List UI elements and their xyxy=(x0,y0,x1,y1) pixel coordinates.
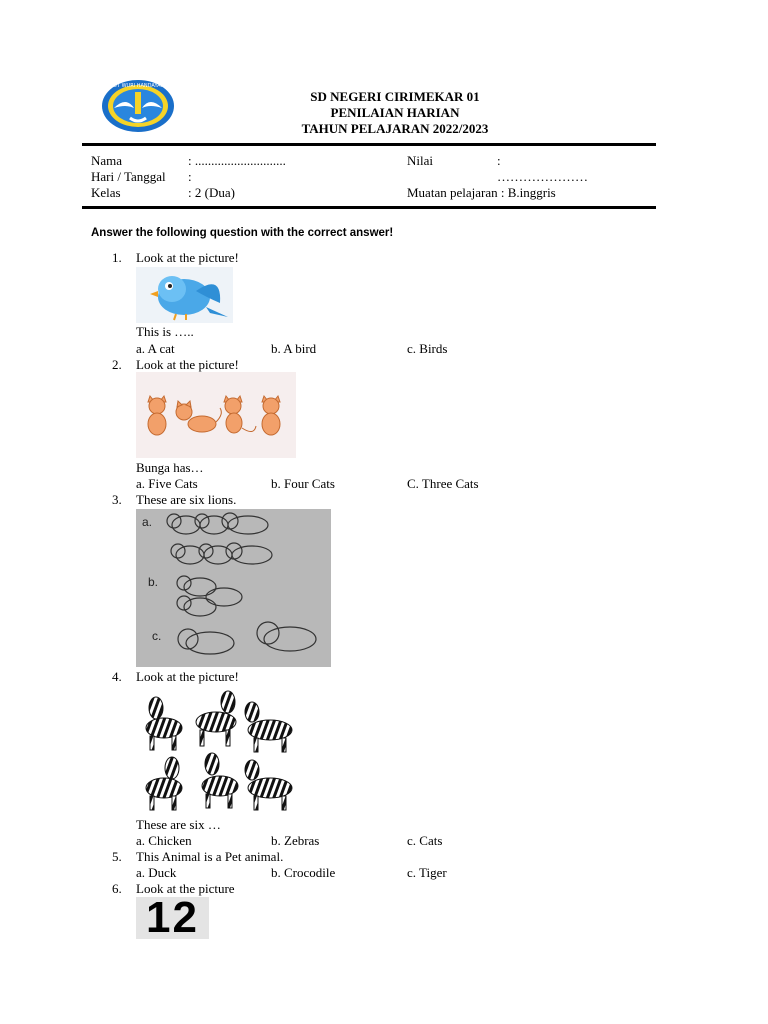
nama-label: Nama xyxy=(91,153,123,168)
instruction: Answer the following question with the correct answer! xyxy=(91,227,394,239)
cats-picture xyxy=(136,372,296,458)
nilai-value: : xyxy=(497,153,501,168)
question-1-sub: This is ….. xyxy=(136,324,194,339)
question-3-number: 3. xyxy=(112,492,122,507)
question-5-number: 5. xyxy=(112,849,122,864)
question-5-text: This Animal is a Pet animal. xyxy=(136,849,284,864)
school-year: TAHUN PELAJARAN 2022/2023 xyxy=(301,121,489,136)
muatan-pelajaran: Muatan pelajaran : B.inggris xyxy=(407,185,556,200)
question-1-number: 1. xyxy=(112,250,122,265)
hari-label: Hari / Tanggal xyxy=(91,169,166,184)
question-4-text: Look at the picture! xyxy=(136,669,239,684)
question-1-option-a[interactable]: a. A cat xyxy=(136,341,175,356)
nilai-label: Nilai xyxy=(407,153,433,168)
kelas-value: : 2 (Dua) xyxy=(188,185,235,200)
school-logo xyxy=(100,78,176,134)
exam-title: PENILAIAN HARIAN xyxy=(330,105,460,120)
question-2-option-c[interactable]: C. Three Cats xyxy=(407,476,479,491)
zebras-picture xyxy=(136,688,308,812)
question-1-text: Look at the picture! xyxy=(136,250,239,265)
nama-value: : ............................ xyxy=(188,153,286,168)
header-rule-top xyxy=(82,143,656,146)
logo-text: TUT WURI HANDAYANI xyxy=(110,83,166,89)
question-3-text: These are six lions. xyxy=(136,492,237,507)
question-6-number: 6. xyxy=(112,881,122,896)
question-4-option-b[interactable]: b. Zebras xyxy=(271,833,320,848)
bird-picture xyxy=(136,267,233,323)
question-2-option-b[interactable]: b. Four Cats xyxy=(271,476,335,491)
lions-picture xyxy=(136,509,331,667)
question-5-option-a[interactable]: a. Duck xyxy=(136,865,177,880)
header-rule-bottom xyxy=(82,206,656,209)
question-6-text: Look at the picture xyxy=(136,881,235,896)
question-1-option-b[interactable]: b. A bird xyxy=(271,341,317,356)
question-2-number: 2. xyxy=(112,357,122,372)
lion-label-b: b. xyxy=(148,575,159,589)
kelas-label: Kelas xyxy=(91,185,121,200)
question-1-option-c[interactable]: c. Birds xyxy=(407,341,448,356)
question-4-sub: These are six … xyxy=(136,817,221,832)
lion-label-a: a. xyxy=(142,515,153,529)
question-2-sub: Bunga has… xyxy=(136,460,204,475)
nilai-dots: ………………… xyxy=(497,169,588,184)
school-name: SD NEGERI CIRIMEKAR 01 xyxy=(310,89,480,104)
lion-label-c: c. xyxy=(152,629,162,643)
question-2-text: Look at the picture! xyxy=(136,357,239,372)
question-4-number: 4. xyxy=(112,669,122,684)
question-4-option-a[interactable]: a. Chicken xyxy=(136,833,192,848)
question-5-option-b[interactable]: b. Crocodile xyxy=(271,865,336,880)
hari-value: : xyxy=(188,169,192,184)
number-picture: 12 xyxy=(136,897,209,939)
question-2-option-a[interactable]: a. Five Cats xyxy=(136,476,198,491)
question-5-option-c[interactable]: c. Tiger xyxy=(407,865,447,880)
question-4-option-c[interactable]: c. Cats xyxy=(407,833,443,848)
